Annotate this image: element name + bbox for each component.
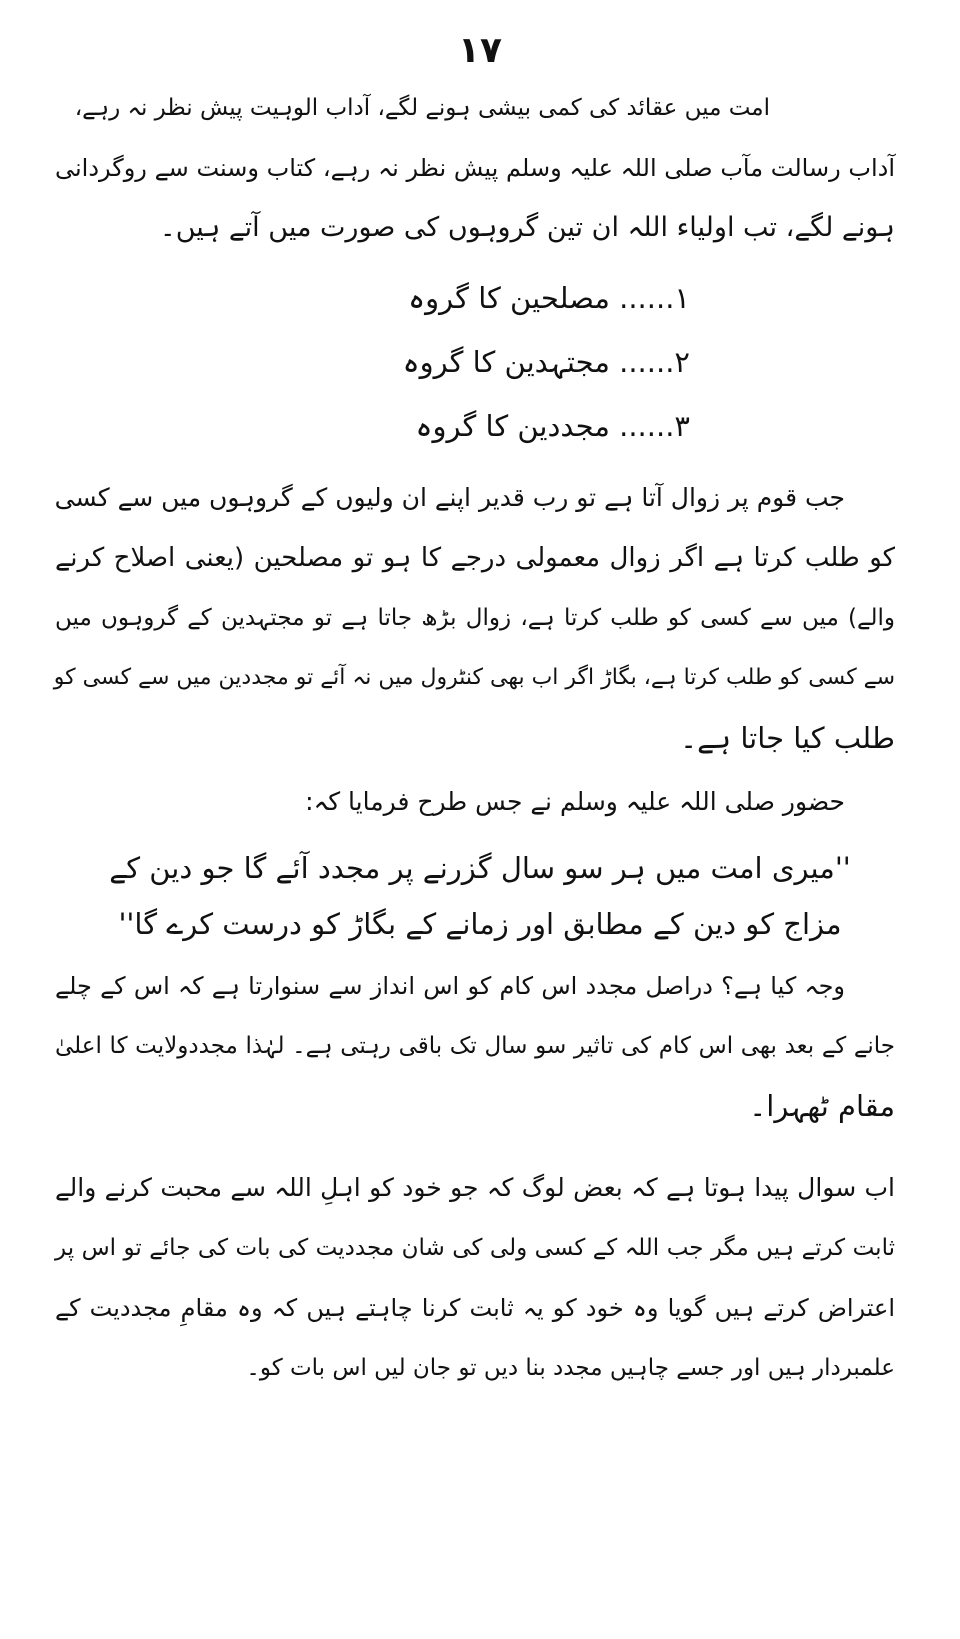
para1-line-1: امت میں عقائد کی کمی بیشی ہونے لگے، آداب الوہیت پیش نظر نہ رہے، bbox=[74, 95, 770, 121]
para3-line-1: وجہ کیا ہے؟ دراصل مجدد اس کام کو اس انداز سے سنوارتا ہے کہ اس کے چلے bbox=[55, 972, 845, 1000]
para2-line-5: طلب کیا جاتا ہے۔ bbox=[680, 721, 895, 755]
group-item-2: ۲...... مجتہدین کا گروہ bbox=[402, 345, 690, 379]
hadith-intro: حضور صلی اللہ علیہ وسلم نے جس طرح فرمایا کہ: bbox=[305, 787, 845, 816]
para2-line-2: کو طلب کرتا ہے اگر زوال معمولی درجے کا ہو تو مصلحین (یعنی اصلاح کرنے bbox=[55, 543, 895, 573]
para3-line-3: مقام ٹھہرا۔ bbox=[749, 1089, 895, 1123]
para3-line-2: جانے کے بعد بھی اس کام کی تاثیر سو سال تک باقی رہتی ہے۔ لہٰذا مجددولایت کا اعلیٰ bbox=[55, 1033, 895, 1059]
page-number: ۱۷ bbox=[458, 30, 502, 71]
para4-line-1: اب سوال پیدا ہوتا ہے کہ بعض لوگ کہ جو خود کو اہلِ اللہ سے محبت کرنے والے bbox=[55, 1173, 895, 1202]
para1-line-3: ہونے لگے، تب اولیاء اللہ ان تین گروہوں کی صورت میں آتے ہیں۔ bbox=[159, 212, 895, 243]
para4-line-2: ثابت کرتے ہیں مگر جب اللہ کے کسی ولی کی شان مجددیت کی بات کی جائے تو اس پر bbox=[55, 1235, 895, 1261]
para4-line-3: اعتراض کرتے ہیں گویا وہ خود کو یہ ثابت کرنا چاہتے ہیں کہ وہ مقامِ مجددیت کے bbox=[55, 1294, 895, 1322]
hadith-line-2: مزاج کو دین کے مطابق اور زمانے کے بگاڑ کو درست کرے گا'' bbox=[118, 907, 842, 941]
para4-line-4: علمبردار ہیں اور جسے چاہیں مجدد بنا دیں تو جان لیں اس بات کو۔ bbox=[246, 1355, 895, 1381]
para2-line-1: جب قوم پر زوال آتا ہے تو رب قدیر اپنے ان ولیوں کے گروہوں میں سے کسی bbox=[54, 483, 845, 512]
para1-line-2: آداب رسالت مآب صلی اللہ علیہ وسلم پیش نظر نہ رہے، کتاب وسنت سے روگردانی bbox=[55, 154, 895, 182]
hadith-line-1: ''میری امت میں ہر سو سال گزرنے پر مجدد آئے گا جو دین کے bbox=[109, 851, 851, 885]
group-item-1: ۱...... مصلحین کا گروہ bbox=[408, 281, 690, 315]
para2-line-3: والے) میں سے کسی کو طلب کرتا ہے، زوال بڑھ جاتا ہے تو مجتہدین کے گروہوں میں bbox=[55, 605, 895, 631]
para2-line-4: سے کسی کو طلب کرتا ہے، بگاڑ اگر اب بھی کنٹرول میں نہ آئے تو مجددین میں سے کسی کو bbox=[53, 665, 895, 690]
group-item-3: ۳...... مجددین کا گروہ bbox=[415, 409, 690, 443]
